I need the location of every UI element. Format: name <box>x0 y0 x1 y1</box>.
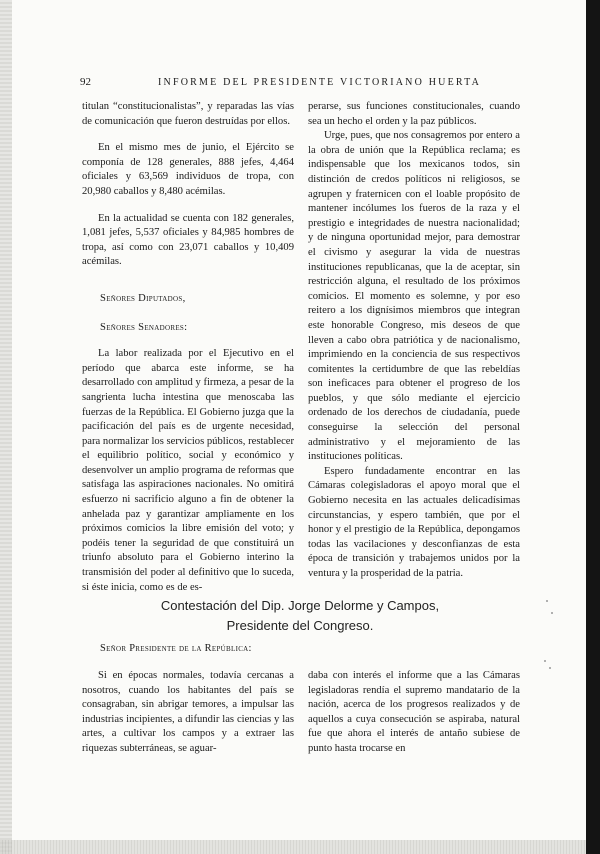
scan-speck <box>549 667 551 669</box>
scan-edge-bottom <box>0 840 586 854</box>
right-paragraph-3: Espero fundadamente encontrar en las Cámaras colegisladoras el apoyo moral que el Gobierno necesita en las actuales delicadísimas circunstancias, y espero también, que por el honor y el prestigio de la República, depongamos todas las vacilaciones y desconfianzas de esta época de transición y trabajemos unidos por la ventura y la prosperidad de la patria. <box>308 465 520 579</box>
scan-edge-right <box>586 0 600 854</box>
running-title: INFORME DEL PRESIDENTE VICTORIANO HUERTA <box>158 77 482 88</box>
left-paragraph-3: En la actualidad se cuenta con 182 generales, 1,081 jefes, 5,537 oficiales y 84,985 hombres de tropa, así como con 23,071 caballos y 10,409 acémilas. <box>82 212 294 268</box>
section-salutation: Señor Presidente de la República: <box>100 643 252 654</box>
right-column <box>308 100 520 582</box>
left-paragraph-2: En el mismo mes de junio, el Ejército se componía de 128 generales, 888 jefes, 4,464 oficiales y 63,569 individuos de tropa, con 20,980 caballos y 8,480 acémilas. <box>82 142 294 197</box>
scan-edge-left <box>0 0 12 854</box>
right-paragraph-1: perarse, sus funciones constitucionales, cuando sea un hecho el orden y la paz públicos. <box>308 101 520 127</box>
lower-right-column <box>308 669 520 757</box>
page-number: 92 <box>80 76 91 88</box>
running-header <box>80 76 520 92</box>
scan-speck <box>544 660 546 662</box>
lower-left-column <box>82 669 294 757</box>
left-paragraph-1: titulan “constitucionalistas”, y reparadas las vías de comunicación que fueron destruídas por ellos. <box>82 101 294 127</box>
right-paragraph-2: Urge, pues, que nos consagremos por entero a la obra de unión que la República reclama; es indispensable que los mexicanos todos, sin distinción de credos políticos ni religiosos, se agrupen y fraternicen con el loable propósito de mantener incólumes los fueros de la raza y el prestigio e integridades de nuestra nacionalidad; y de ninguna oportunidad mejor, para demostrar el civismo y asegurar la vida de nuestras instituciones republicanas, que la de aceptar, sin restricción alguna, el resultado de los próximos comicios. El momento es solemne, y por eso reitero a los dignísimos miembros que integran este honorable Congreso, mis deseos de que lleven a cabo obra patriótica y de nacionalismo, imprimiendo en la conciencia de sus respectivos comitentes la certidumbre de que las rebeldías son ineficaces para obtener el progreso de los pueblos, y que sólo mediante el ejercicio ordenado de los derechos de ciudadanía, puede conseguirse la selección del personal administrativo y el mejoramiento de las instituciones políticas. <box>308 130 520 463</box>
scan-speck <box>546 600 548 602</box>
scan-speck <box>551 612 553 614</box>
section-title-line-1: Contestación del Dip. Jorge Delorme y Campos, <box>160 598 440 613</box>
section-title <box>150 596 450 636</box>
salutation-senadores: Señores Senadores: <box>100 321 188 333</box>
left-column <box>82 100 294 595</box>
left-paragraph-4: La labor realizada por el Ejecutivo en el período que abarca este informe, se ha desarrollado con amplitud y firmeza, a pesar de la sangrienta lucha intestina que menoscaba las fuerzas de la República. El Gobierno juzga que la pacificación del país es de urgente necesidad, para normalizar los servicios públicos, restablecer el equilibrio político, social y económico y desenvolver un amplio programa de reformas que satisfaga las aspiraciones nacionales. No omitirá esfuerzo ni sacrificio alguno a fin de obtener la anhelada paz y garantizar ampliamente en los próximos comicios la libre emisión del voto; y podéis tener la seguridad de que constituirá un triunfo absoluto para el Gobierno interino la transmisión del poder al definitivo que lo suceda, si éste inicia, como es de es- <box>82 348 294 593</box>
salutation-diputados: Señores Diputados, <box>100 292 186 304</box>
lower-right-paragraph: daba con interés el informe que a las Cámaras legisladoras rendía el supremo mandatario de la nación, acerca de los progresos realizados y de aquellos a cuya consecución se aspiraba, natural fue que ahora el interés de antaño subiese de punto hasta trocarse en <box>308 670 520 754</box>
lower-left-paragraph: Si en épocas normales, todavía cercanas a nosotros, cuando los habitantes del país se consagraban, sin abrigar temores, a impulsar las industrias incipientes, a difundir las ciencias y las artes, a cultivar los campos y a extraer las riquezas subterráneas, se aguar- <box>82 670 294 754</box>
section-title-line-2: Presidente del Congreso. <box>226 618 374 633</box>
